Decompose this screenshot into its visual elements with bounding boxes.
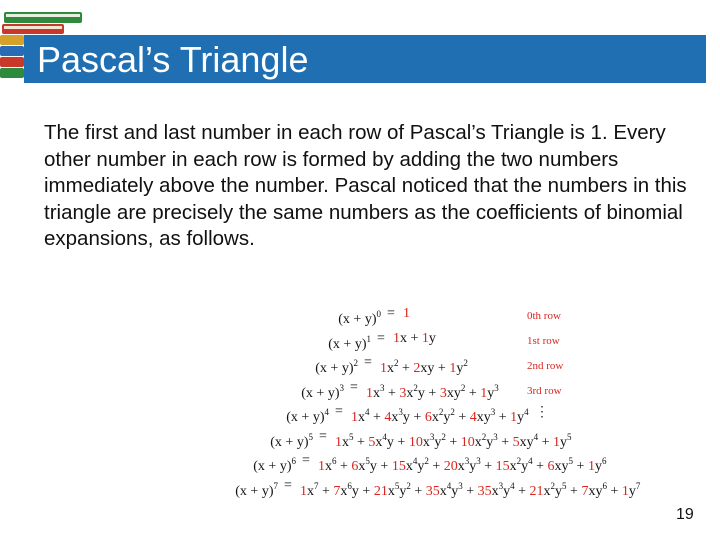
expansion-row [140, 475, 641, 499]
expansion-row [140, 450, 607, 474]
binomial-power: $(x + y)^2$ [315, 358, 358, 376]
row-label-ellipsis: ⋮ [535, 405, 549, 420]
expansion-terms: 1x + 1y [393, 330, 436, 346]
binomial-power: $(x + y)^1$ [328, 333, 371, 352]
equals-sign: = [350, 379, 358, 395]
binomial-power: $(x + y)^0$ [338, 309, 381, 327]
exponent: 1 [366, 333, 371, 344]
expansion-row [140, 377, 580, 399]
equals-sign: = [335, 404, 343, 419]
binomial-power: $(x + y)^4$ [286, 407, 329, 425]
expansion-terms: 1 [403, 306, 410, 321]
exponent: 2 [353, 358, 358, 368]
row-label-2: 2nd row [527, 360, 564, 372]
page-number: 19 [676, 506, 694, 523]
expansion-terms: $1x^2 + 2xy + 1y^2$ [380, 358, 468, 376]
binomial-power: $(x + y)^6$ [253, 456, 296, 474]
binomial-power: $(x + y)^3$ [301, 382, 344, 401]
row-label-1: 1st row [527, 335, 560, 347]
expansion-terms: $1x^7 + 7x^6y + 21x^5y^2 + 35x^4y^3 + 35x^3y^4 + 21x^2y^5 + 7xy^6 + 1y^7$ [300, 480, 641, 499]
exponent: 3 [339, 382, 344, 393]
row-label-0: 0th row [527, 310, 561, 322]
expansion-row [140, 401, 580, 423]
expansion-row [140, 303, 580, 325]
pascal-triangle-expansions [140, 303, 641, 503]
exponent: 5 [308, 431, 313, 442]
equals-sign: = [364, 355, 372, 370]
binomial-power: $(x + y)^7$ [235, 480, 278, 499]
equals-sign: = [387, 306, 395, 321]
expansion-row [140, 328, 580, 350]
binomial-power: $(x + y)^5$ [270, 431, 313, 450]
expansion-terms: $1x^6 + 6x^5y + 15x^4y^2 + 20x^3y^3 + 15x^2y^4 + 6xy^5 + 1y^6$ [318, 456, 607, 474]
expansion-terms: $1x^3 + 3x^2y + 3xy^2 + 1y^3$ [366, 382, 499, 401]
slide-title: Pascal’s Triangle [37, 39, 309, 80]
equals-sign: = [284, 477, 292, 493]
equals-sign: = [377, 330, 385, 346]
row-label-3: 3rd row [527, 385, 562, 397]
exponent: 4 [324, 407, 329, 417]
exponent: 0 [376, 309, 381, 319]
expansion-row [140, 352, 580, 374]
expansion-row [140, 426, 580, 448]
expansion-terms: $1x^5 + 5x^4y + 10x^3y^2 + 10x^2y^3 + 5xy^4 + 1y^5$ [335, 431, 572, 450]
expansion-terms: $1x^4 + 4x^3y + 6x^2y^2 + 4xy^3 + 1y^4$ [351, 407, 529, 425]
slide-body-text: The first and last number in each row of Pascal’s Triangle is 1. Every other number in each row is formed by adding the two numbers immediately above the number. Pascal noticed that the numbers in this triangle are precisely the same numbers as the coefficients of binomial expansions, as follows. [44, 121, 687, 250]
exponent: 6 [291, 456, 296, 466]
equals-sign: = [319, 428, 327, 444]
exponent: 7 [273, 480, 278, 491]
equals-sign: = [302, 453, 310, 468]
